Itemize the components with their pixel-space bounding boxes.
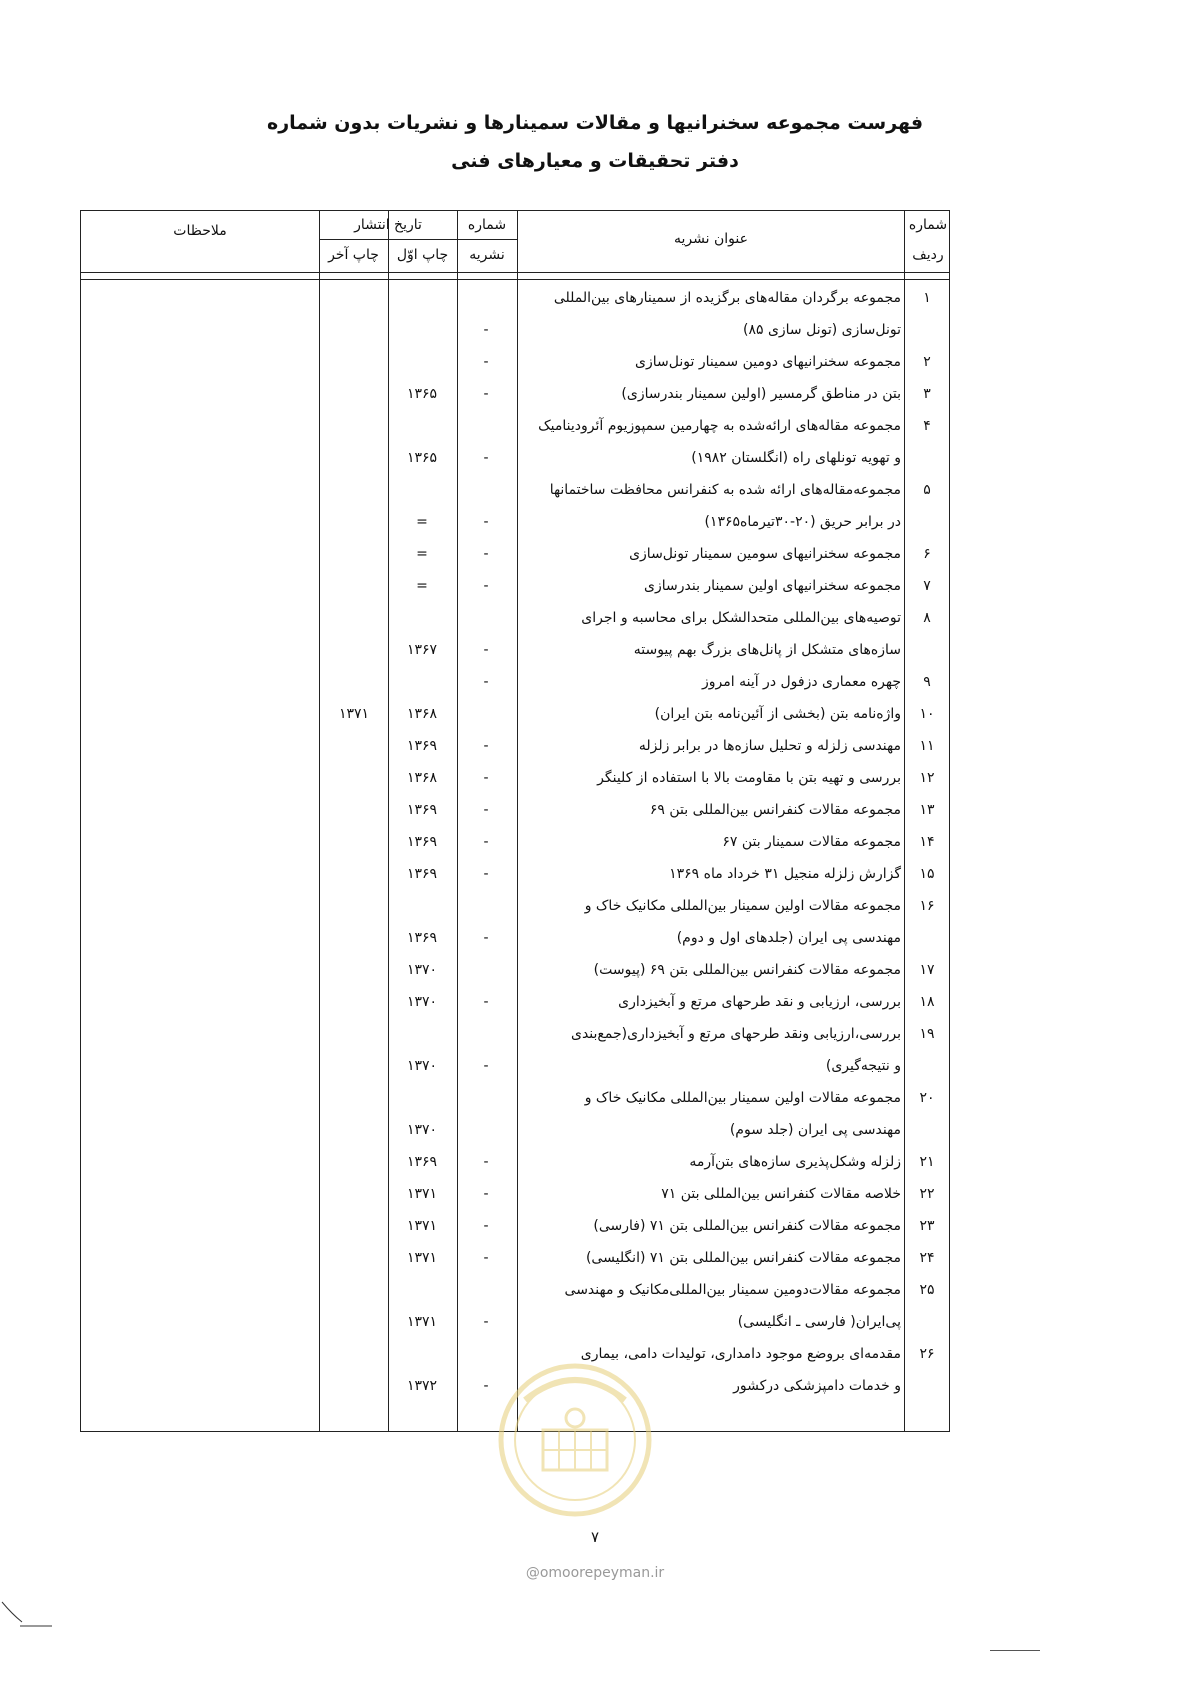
publication-number: - (483, 1314, 489, 1330)
table-row (81, 443, 949, 475)
publication-title: مجموعه مقالات سمینار بتن ۶۷ (722, 834, 901, 850)
table-row (81, 571, 949, 603)
row-number: ۲۳ (919, 1218, 935, 1234)
publication-title: مجموعه مقالات اولین سمینار بین‌المللی مکانیک خاک و (584, 1090, 901, 1106)
table-row (81, 699, 949, 731)
header-pub-no-1: شماره (467, 217, 507, 233)
table-row (81, 283, 949, 315)
header-remarks: ملاحظات (173, 223, 227, 239)
table-row (81, 923, 949, 955)
publication-number: - (483, 1218, 489, 1234)
table-row (81, 347, 949, 379)
publication-title: مجموعه سخنرانیهای دومین سمینار تونل‌سازی (635, 354, 901, 370)
first-print-date: ۱۳۷۱ (406, 1250, 438, 1266)
row-number: ۲۰ (919, 1090, 935, 1106)
table-row (81, 379, 949, 411)
publication-number: - (483, 450, 489, 466)
publication-number: - (483, 994, 489, 1010)
row-number: ۱۳ (919, 802, 935, 818)
first-print-date: ۱۳۷۱ (406, 1314, 438, 1330)
table-row (81, 1051, 949, 1083)
publication-title: مجموعه مقاله‌های ارائه‌شده به چهارمین سمپوزیوم آئرودینامیک (538, 418, 901, 434)
table-row (81, 1115, 949, 1147)
publication-number: - (483, 802, 489, 818)
first-print-date: = (416, 578, 428, 594)
scan-mark-icon (0, 1600, 60, 1630)
row-number: ۸ (923, 610, 931, 626)
row-number: ۱ (923, 290, 931, 306)
header-row-no-2: ردیف (912, 247, 944, 263)
table-row (81, 891, 949, 923)
header-first-print: چاپ اوّل (396, 247, 449, 263)
publication-title: چهره معماری دزفول در آینه امروز (702, 674, 901, 690)
first-print-date: ۱۳۶۹ (406, 866, 438, 882)
publication-title: مجموعه مقالات کنفرانس بین‌المللی بتن ۶۹ (649, 802, 901, 818)
header-last-print: چاپ آخر (328, 247, 379, 263)
publication-title: زلزله وشکل‌پذیری سازه‌های بتن‌آرمه (689, 1154, 901, 1170)
publication-title: و نتیجه‌گیری) (825, 1058, 901, 1074)
header-pub-no-2: نشریه (469, 247, 505, 263)
first-print-date: ۱۳۷۲ (406, 1378, 438, 1394)
publication-number: - (483, 546, 489, 562)
publication-title: مجموعه مقالات‌دومین سمینار بین‌المللی‌مکانیک و مهندسی (564, 1282, 901, 1298)
publication-title: مجموعه سخنرانیهای اولین سمینار بندرسازی (644, 578, 901, 594)
publication-number: - (483, 578, 489, 594)
table-row (81, 731, 949, 763)
first-print-date: ۱۳۶۹ (406, 930, 438, 946)
table-row (81, 859, 949, 891)
table-row (81, 315, 949, 347)
first-print-date: ۱۳۶۹ (406, 802, 438, 818)
publication-title: بتن در مناطق گرمسیر (اولین سمینار بندرسازی) (621, 386, 901, 402)
publication-title: در برابر حریق (۲۰-۳۰تیرماه۱۳۶۵) (704, 514, 901, 530)
header-title: عنوان نشریه (674, 231, 748, 247)
table-row (81, 1147, 949, 1179)
row-number: ۱۰ (919, 706, 935, 722)
publication-title: سازه‌های متشکل از پانل‌های بزرگ بهم پیوسته (633, 642, 901, 658)
publication-title: مهندسی پی ایران (جلدهای اول و دوم) (676, 930, 901, 946)
first-print-date: ۱۳۶۸ (406, 770, 438, 786)
publication-title: مقدمه‌ای بروضع موجود دامداری، تولیدات دامی، بیماری (580, 1346, 901, 1362)
website-watermark: @omoorepeyman.ir (525, 1565, 665, 1581)
table-row (81, 955, 949, 987)
table-row (81, 1019, 949, 1051)
row-number: ۲۶ (919, 1346, 935, 1362)
header-double-line (81, 279, 949, 280)
table-row (81, 667, 949, 699)
last-print-date: ۱۳۷۱ (338, 706, 370, 722)
table-row (81, 603, 949, 635)
first-print-date: ۱۳۷۰ (406, 962, 438, 978)
row-number: ۱۷ (919, 962, 935, 978)
publication-number: - (483, 770, 489, 786)
publication-number: - (483, 642, 489, 658)
row-number: ۳ (923, 386, 931, 402)
first-print-date: ۱۳۷۱ (406, 1218, 438, 1234)
publication-title: مهندسی پی ایران (جلد سوم) (729, 1122, 901, 1138)
publications-table (80, 210, 950, 1432)
row-number: ۴ (923, 418, 931, 434)
page-number: ۷ (590, 1528, 600, 1546)
publication-number: - (483, 1186, 489, 1202)
publication-title: مجموعه مقالات کنفرانس بین‌المللی بتن ۷۱ (فارسی) (593, 1218, 901, 1234)
publication-number: - (483, 322, 489, 338)
row-number: ۱۵ (919, 866, 935, 882)
publication-number: - (483, 1154, 489, 1170)
row-number: ۱۴ (919, 834, 935, 850)
scan-mark-line (990, 1650, 1040, 1655)
publication-number: - (483, 514, 489, 530)
publication-number: - (483, 1058, 489, 1074)
publication-title: مجموعه مقالات کنفرانس بین‌المللی بتن ۷۱ (انگلیسی) (585, 1250, 901, 1266)
first-print-date: = (416, 546, 428, 562)
first-print-date: ۱۳۶۹ (406, 1154, 438, 1170)
publication-number: - (483, 1250, 489, 1266)
publication-number: - (483, 738, 489, 754)
table-row (81, 1179, 949, 1211)
row-number: ۲۴ (919, 1250, 935, 1266)
row-number: ۶ (923, 546, 931, 562)
table-row (81, 795, 949, 827)
header-pub-date: تاریخ انتشار (354, 217, 422, 233)
row-number: ۱۱ (919, 738, 935, 754)
publication-number: - (483, 354, 489, 370)
publication-title: مجموعه مقالات اولین سمینار بین‌المللی مکانیک خاک و (584, 898, 901, 914)
publication-title: و خدمات دامپزشکی درکشور (733, 1378, 901, 1394)
first-print-date: ۱۳۷۰ (406, 1122, 438, 1138)
table-row (81, 635, 949, 667)
table-row (81, 539, 949, 571)
first-print-date: ۱۳۶۹ (406, 834, 438, 850)
first-print-date: ۱۳۶۷ (406, 642, 438, 658)
row-number: ۵ (923, 482, 931, 498)
first-print-date: ۱۳۶۹ (406, 738, 438, 754)
table-row (81, 827, 949, 859)
row-number: ۱۲ (919, 770, 935, 786)
publication-number: - (483, 866, 489, 882)
table-row (81, 1243, 949, 1275)
first-print-date: ۱۳۶۵ (406, 386, 438, 402)
publication-title: بررسی، ارزیابی و نقد طرحهای مرتع و آبخیزداری (618, 994, 901, 1010)
publication-number: - (483, 674, 489, 690)
table-row (81, 475, 949, 507)
publication-title: مهندسی زلزله و تحلیل سازه‌ها در برابر زلزله (638, 738, 901, 754)
table-row (81, 1275, 949, 1307)
publication-title: تونل‌سازی (تونل سازی ۸۵) (742, 322, 901, 338)
publication-title: و تهویه تونلهای راه (انگلستان ۱۹۸۲) (691, 450, 901, 466)
publication-title: خلاصه مقالات کنفرانس بین‌المللی بتن ۷۱ (661, 1186, 901, 1202)
publication-number: - (483, 930, 489, 946)
publication-title: پی‌ایران( فارسی ـ انگلیسی) (737, 1314, 901, 1330)
page-subtitle: دفتر تحقیقات و معیارهای فنی (451, 150, 739, 172)
watermark-stamp-icon (495, 1360, 655, 1520)
first-print-date: ۱۳۶۵ (406, 450, 438, 466)
table-row (81, 987, 949, 1019)
table-row (81, 411, 949, 443)
row-number: ۲ (923, 354, 931, 370)
table-row (81, 763, 949, 795)
row-number: ۲۲ (919, 1186, 935, 1202)
publication-title: مجموعه سخنرانیهای سومین سمینار تونل‌سازی (629, 546, 901, 562)
table-row (81, 1211, 949, 1243)
row-number: ۷ (923, 578, 931, 594)
publication-title: واژه‌نامه بتن (بخشی از آئین‌نامه بتن ایران) (654, 706, 901, 722)
first-print-date: ۱۳۷۱ (406, 1186, 438, 1202)
page-title: فهرست مجموعه سخنرانیها و مقالات سمینارها و نشریات بدون شماره (266, 112, 924, 134)
table-row (81, 1307, 949, 1339)
first-print-date: ۱۳۶۸ (406, 706, 438, 722)
row-number: ۱۹ (919, 1026, 935, 1042)
publication-title: مجموعه‌مقاله‌های ارائه شده به کنفرانس محافظت ساختمانها (549, 482, 901, 498)
publication-title: گزارش زلزله منجیل ۳۱ خرداد ماه ۱۳۶۹ (669, 866, 901, 882)
publication-title: مجموعه برگردان مقاله‌های برگزیده از سمینارهای بین‌المللی (553, 290, 901, 306)
table-row (81, 1083, 949, 1115)
publication-title: توصیه‌های بین‌المللی متحدالشکل برای محاسبه و اجرای (581, 610, 901, 626)
publication-number: - (483, 834, 489, 850)
row-number: ۲۱ (919, 1154, 935, 1170)
header-row-no-1: شماره (908, 217, 948, 233)
row-number: ۲۵ (919, 1282, 935, 1298)
row-number: ۹ (923, 674, 931, 690)
publication-number: - (483, 386, 489, 402)
header-bottom-line (81, 272, 949, 273)
publication-title: بررسی،ارزیابی ونقد طرحهای مرتع و آبخیزداری(جمع‌بندی (570, 1026, 901, 1042)
publication-title: مجموعه مقالات کنفرانس بین‌المللی بتن ۶۹ (پیوست) (593, 962, 901, 978)
first-print-date: = (416, 514, 428, 530)
row-number: ۱۸ (919, 994, 935, 1010)
first-print-date: ۱۳۷۰ (406, 1058, 438, 1074)
publication-number: - (483, 1378, 489, 1394)
table-row (81, 507, 949, 539)
first-print-date: ۱۳۷۰ (406, 994, 438, 1010)
publication-title: بررسی و تهیه بتن با مقاومت بالا با استفاده از کلینگر (597, 770, 901, 786)
date-subheader-line (319, 239, 517, 240)
row-number: ۱۶ (919, 898, 935, 914)
